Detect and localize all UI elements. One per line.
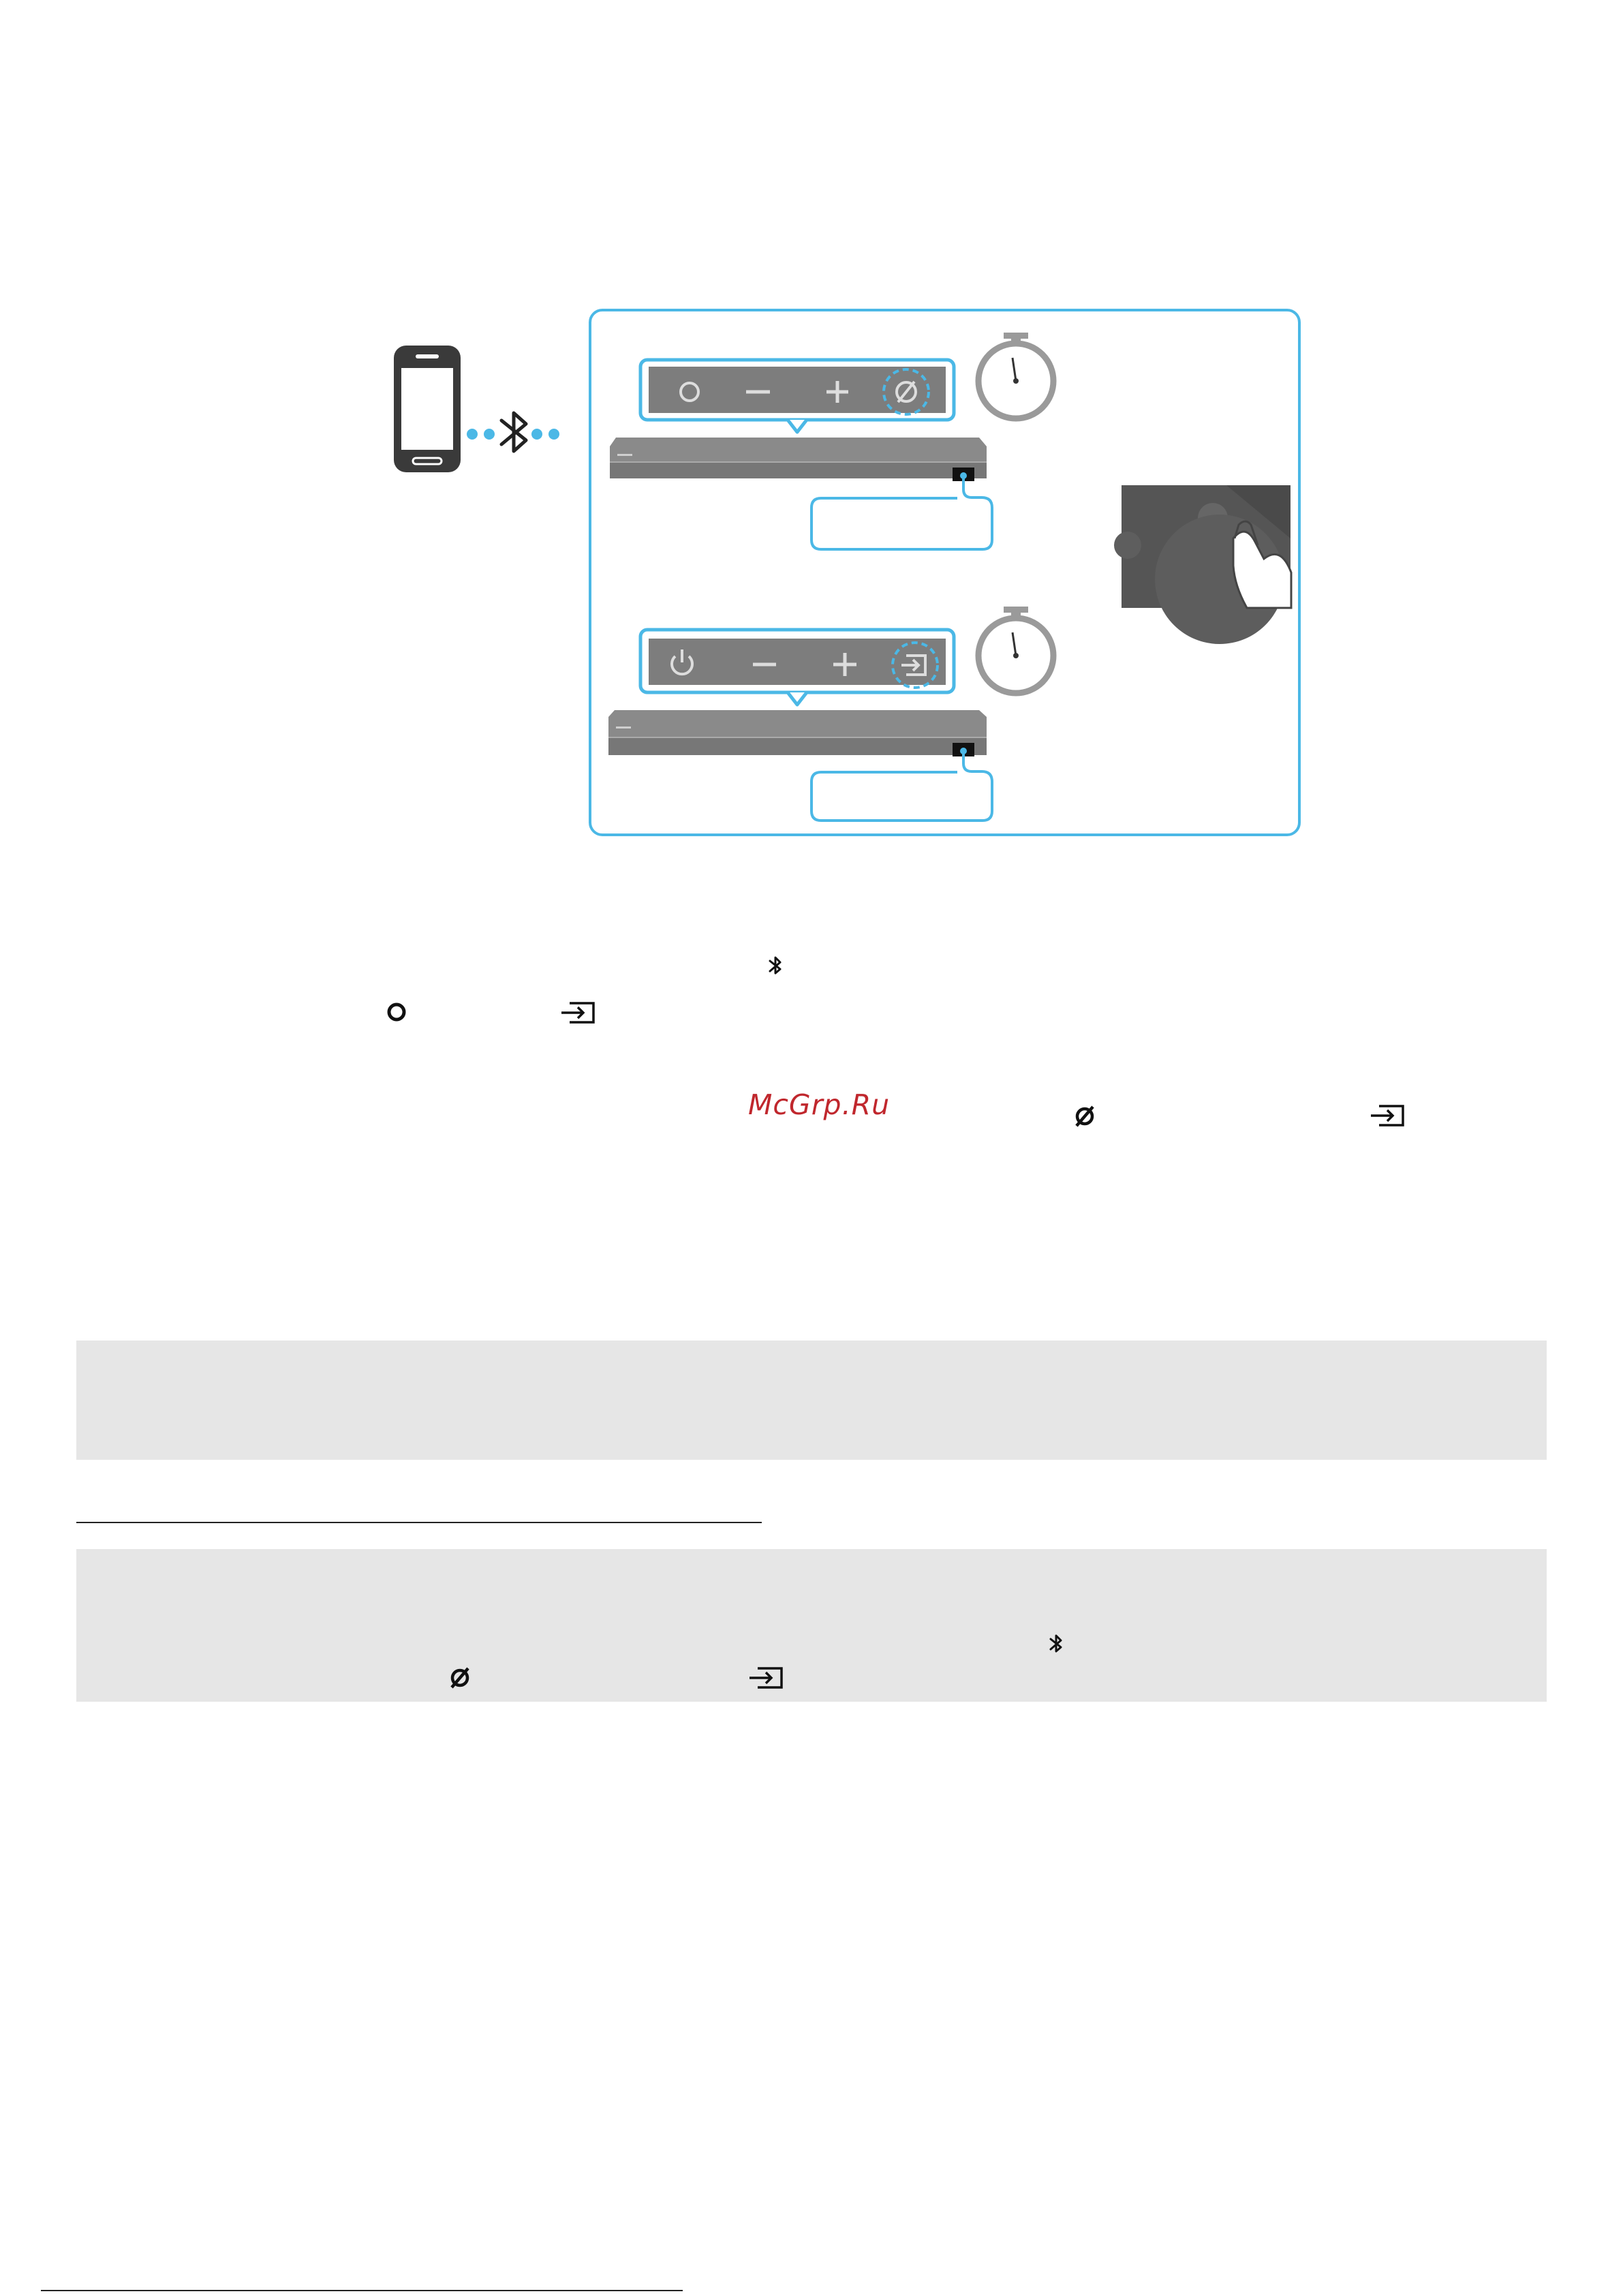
soundbar xyxy=(608,710,987,756)
section-divider xyxy=(76,1522,762,1523)
bluetooth-icon xyxy=(501,413,526,451)
pairing-diagram xyxy=(0,0,1623,886)
circle-icon xyxy=(386,1001,407,1023)
note-box xyxy=(76,1549,1547,1702)
top-step xyxy=(610,333,1053,549)
soundbar xyxy=(610,438,987,481)
source-icon xyxy=(560,1001,596,1024)
note-box xyxy=(76,1341,1547,1460)
bluetooth-connection xyxy=(467,413,559,451)
mic-off-icon xyxy=(448,1666,472,1690)
watermark: McGrp.Ru xyxy=(748,1088,891,1121)
stopwatch-icon xyxy=(978,333,1053,418)
footer-rule xyxy=(41,2290,683,2291)
source-icon xyxy=(1370,1104,1405,1127)
bluetooth-icon xyxy=(767,954,784,979)
bottom-step xyxy=(608,607,1053,821)
stopwatch-icon xyxy=(978,607,1053,693)
remote-control-photo xyxy=(1114,485,1291,644)
smartphone-icon xyxy=(394,346,461,472)
bluetooth-icon xyxy=(1048,1632,1064,1657)
source-icon xyxy=(748,1666,784,1689)
mic-off-icon xyxy=(1072,1104,1097,1129)
